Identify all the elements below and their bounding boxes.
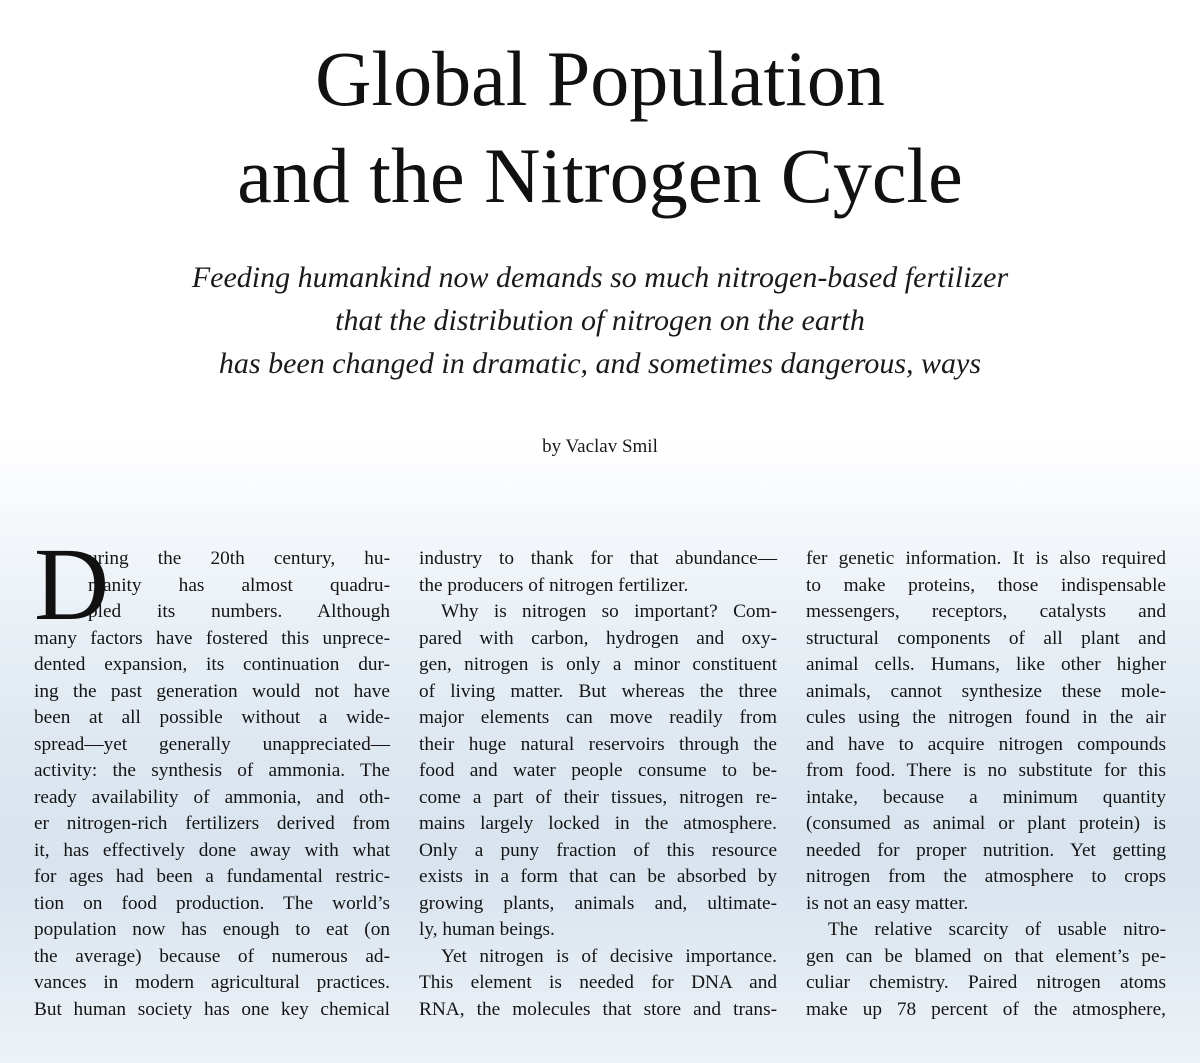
text-line: culiar chemistry. Paired nitrogen atoms (806, 972, 1166, 993)
article-deck (0, 256, 1200, 385)
text-line: is not an easy matter. (806, 892, 969, 914)
text-line: cules using the nitrogen found in the air (806, 707, 1166, 728)
text-line: ing the past generation would not have (34, 680, 390, 702)
text-line: manity has almost quadru- (88, 574, 390, 596)
text-line: many factors have fostered this unprece- (34, 627, 390, 649)
text-line: make up 78 percent of the atmosphere, (806, 998, 1166, 1020)
text-line: gen can be blamed on that element’s pe- (806, 945, 1166, 967)
deck-line: has been changed in dramatic, and sometimes dangerous, ways (218, 347, 982, 380)
text-line: industry to thank for that abundance— (419, 548, 777, 569)
text-column-2 (419, 546, 777, 1023)
text-line: population now has enough to eat (on (34, 919, 390, 940)
text-column-1 (34, 527, 390, 1023)
title-line: and the Nitrogen Cycle (237, 132, 963, 219)
text-line: dented expansion, its continuation dur- (34, 654, 390, 675)
text-line: Only a puny fraction of this resource (419, 839, 777, 861)
text-line: This element is needed for DNA and (419, 972, 777, 993)
text-line: animals, cannot synthesize these mole- (806, 680, 1166, 702)
text-line: gen, nitrogen is only a minor constituent (419, 654, 777, 675)
text-line: needed for proper nutrition. Yet getting (806, 839, 1166, 861)
text-line: vances in modern agricultural practices. (34, 972, 390, 993)
text-line: food and water people consume to be- (419, 760, 777, 781)
text-line: animal cells. Humans, like other higher (806, 654, 1166, 675)
text-line: activity: the synthesis of ammonia. The (34, 760, 390, 781)
text-line: to make proteins, those indispensable (806, 574, 1166, 596)
text-line: er nitrogen-rich fertilizers derived from (34, 813, 390, 834)
text-line: come a part of their tissues, nitrogen re- (419, 786, 777, 808)
text-line: ready availability of ammonia, and oth- (34, 786, 390, 808)
text-line: it, has effectively done away with what (34, 839, 390, 861)
text-line: major elements can move readily from (419, 707, 777, 728)
text-line: (consumed as animal or plant protein) is (806, 813, 1166, 834)
text-line: Yet nitrogen is of decisive importance. (441, 945, 777, 967)
deck-line: that the distribution of nitrogen on the earth (335, 304, 865, 337)
text-line: exists in a form that can be absorbed by (419, 866, 777, 887)
drop-cap: D (34, 527, 110, 642)
deck-line: Feeding humankind now demands so much nitrogen-based fertilizer (191, 261, 1009, 294)
text-line: of living matter. But whereas the three (419, 680, 777, 702)
text-line: the producers of nitrogen fertilizer. (419, 574, 689, 596)
text-line: RNA, the molecules that store and trans- (419, 998, 777, 1020)
text-line: nitrogen from the atmosphere to crops (806, 866, 1166, 887)
text-line: the average) because of numerous ad- (34, 945, 390, 967)
text-line: for ages had been a fundamental restric- (34, 866, 390, 887)
text-line: The relative scarcity of usable nitro- (828, 919, 1166, 940)
byline: by Vaclav Smil (542, 436, 658, 457)
title-line: Global Population (315, 35, 885, 122)
text-line: Why is nitrogen so important? Com- (441, 601, 777, 622)
text-line: mains largely locked in the atmosphere. (419, 813, 777, 834)
text-line: spread—yet generally unappreciated— (34, 733, 390, 755)
text-line: their huge natural reservoirs through the (419, 733, 777, 755)
text-line: uring the 20th century, hu- (88, 548, 390, 569)
text-line: growing plants, animals and, ultimate- (419, 892, 777, 914)
text-line: been at all possible without a wide- (34, 707, 390, 728)
text-line: fer genetic information. It is also required (806, 548, 1166, 569)
text-line: messengers, receptors, catalysts and (806, 601, 1166, 622)
article-title (0, 30, 1200, 224)
text-column-3 (806, 546, 1166, 1023)
text-line: ly, human beings. (419, 919, 555, 940)
text-line: and have to acquire nitrogen compounds (806, 733, 1166, 755)
text-line: from food. There is no substitute for this (806, 760, 1166, 781)
text-line: But human society has one key chemical (34, 998, 390, 1020)
text-line: pared with carbon, hydrogen and oxy- (419, 627, 777, 649)
text-line: tion on food production. The world’s (34, 892, 390, 914)
text-line: intake, because a minimum quantity (806, 786, 1166, 808)
text-line: structural components of all plant and (806, 627, 1166, 649)
text-line: pled its numbers. Although (88, 601, 390, 622)
